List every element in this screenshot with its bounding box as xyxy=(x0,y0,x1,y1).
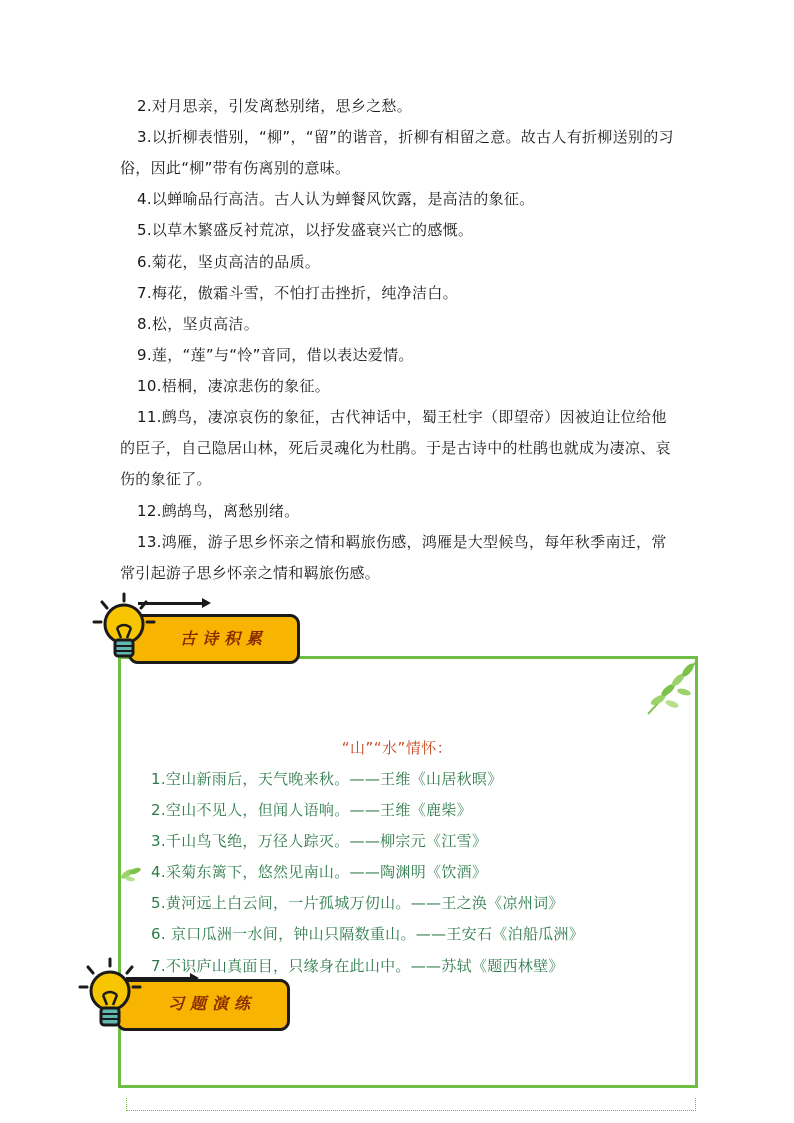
list-item: 12.鹧鸪鸟，离愁别绪。 xyxy=(137,502,300,520)
poem-line: 2.空山不见人，但闻人语响。——王维《鹿柴》 xyxy=(151,801,472,819)
list-item: 13.鸿雁，游子思乡怀亲之情和羁旅伤感，鸿雁是大型候鸟，每年秋季南迁，常常引起游子思乡怀亲之情和羁旅伤感。 xyxy=(120,533,667,582)
poem-frame-dotted-border xyxy=(126,1098,696,1111)
leaf-sprig-icon xyxy=(118,862,144,884)
list-item: 5.以草木繁盛反衬荒凉，以抒发盛衰兴亡的感慨。 xyxy=(137,221,474,239)
lightbulb-icon xyxy=(90,590,160,666)
poem-line: 6. 京口瓜洲一水间，钟山只隔数重山。——王安石《泊船瓜洲》 xyxy=(151,925,585,943)
list-item: 7.梅花，傲霜斗雪，不怕打击挫折，纯净洁白。 xyxy=(137,284,458,302)
badge-arrow xyxy=(202,598,211,608)
poem-section-title: “山”“水”情怀： xyxy=(341,739,453,757)
badge-label: 习题演练 xyxy=(168,994,257,1013)
poem-line: 4.采菊东篱下，悠然见南山。——陶渊明《饮酒》 xyxy=(151,863,488,881)
poem-line: 1.空山新雨后，天气晚来秋。——王维《山居秋暝》 xyxy=(151,770,503,788)
poem-line: 3.千山鸟飞绝，万径人踪灭。——柳宗元《江雪》 xyxy=(151,832,488,850)
list-item: 3.以折柳表惜别，“柳”，“留”的谐音，折柳有相留之意。故古人有折柳送别的习俗，因此“柳”带有伤离别的意味。 xyxy=(120,128,674,177)
poem-line: 5.黄河远上白云间，一片孤城万仞山。——王之涣《凉州词》 xyxy=(151,894,564,912)
section-badge-poetry xyxy=(90,590,300,670)
list-item: 6.菊花，坚贞高洁的品质。 xyxy=(137,253,321,271)
badge-label: 古诗积累 xyxy=(180,629,269,648)
list-item: 10.梧桐，凄凉悲伤的象征。 xyxy=(137,377,331,395)
list-item: 4.以蝉喻品行高洁。古人认为蝉餐风饮露，是高洁的象征。 xyxy=(137,190,535,208)
list-item: 8.松，坚贞高洁。 xyxy=(137,315,260,333)
list-item: 11.鹧鸟，凄凉哀伤的象征，古代神话中，蜀王杜宇（即望帝）因被迫让位给他的臣子，自己隐居山林，死后灵魂化为杜鹃。于是古诗中的杜鹃也就成为凄凉、哀伤的象征了。 xyxy=(120,408,671,488)
section-badge-exercises xyxy=(76,955,288,1037)
lightbulb-icon xyxy=(76,955,146,1035)
poem-line: 7.不识庐山真面目，只缘身在此山中。——苏轼《题西林壁》 xyxy=(151,957,564,975)
leaf-sprig-icon xyxy=(644,656,700,718)
list-item: 2.对月思亲，引发离愁别绪，思乡之愁。 xyxy=(137,97,413,115)
list-item: 9.莲，“莲”与“怜”音同，借以表达爱情。 xyxy=(137,346,414,364)
